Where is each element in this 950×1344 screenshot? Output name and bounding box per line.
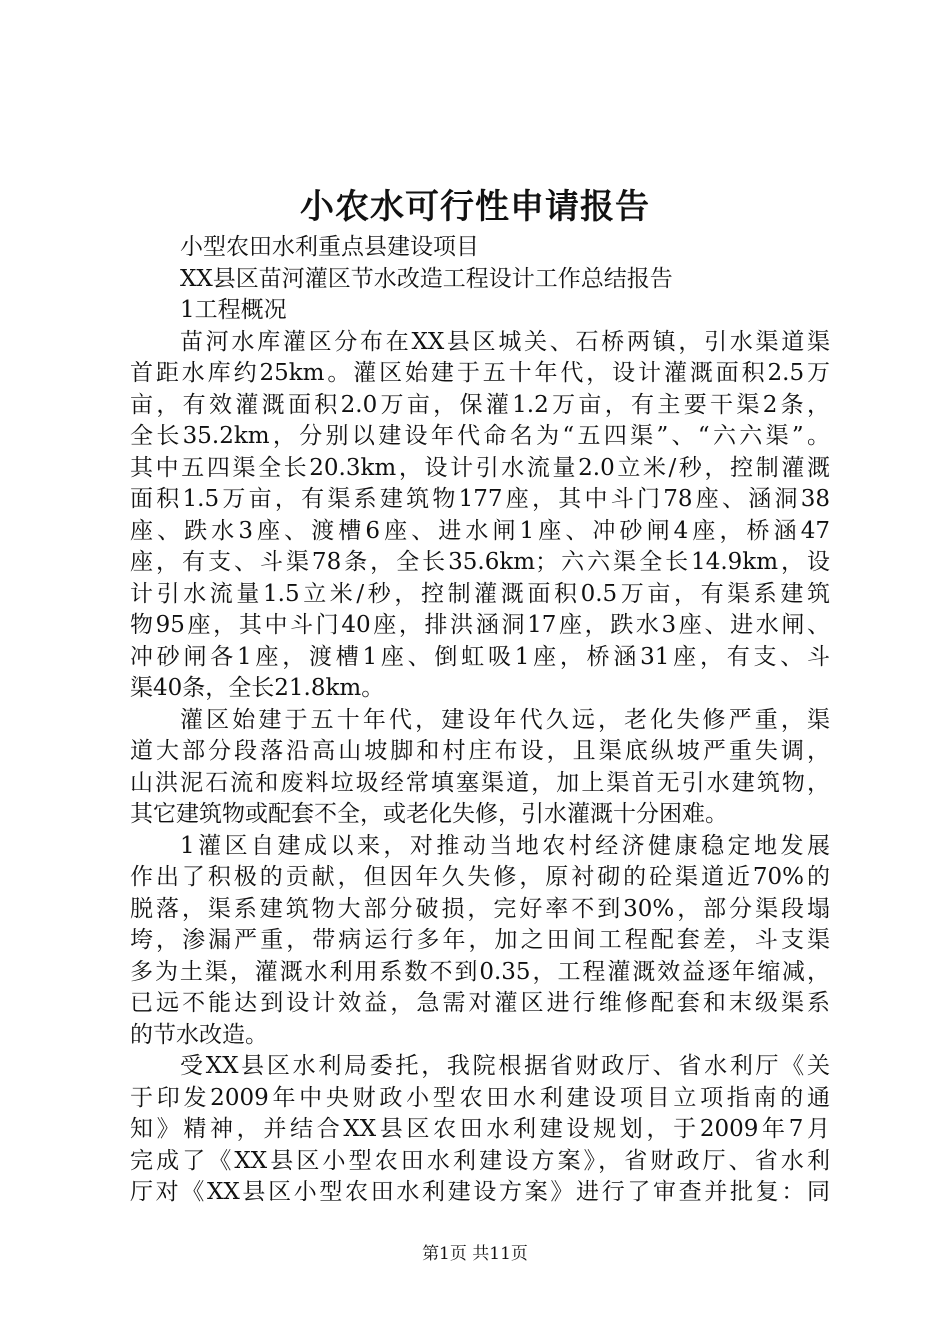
page-footer: 第1页 共11页: [422, 1244, 528, 1264]
document-body: [130, 232, 830, 1209]
text-line: 冲砂闸各1座，渡槽1座、倒虹吸1座，桥涵31座，有支、斗: [130, 643, 830, 670]
text-line: 于印发2009年中央财政小型农田水利建设项目立项指南的通: [130, 1084, 830, 1111]
text-line: 全长35.2km，分别以建设年代命名为“五四渠”、“六六渠”。: [130, 423, 830, 449]
text-line: 作出了积极的贡献，但因年久失修，原衬砌的砼渠道近70%的: [130, 864, 830, 890]
text-line: 亩，有效灌溉面积2.0万亩，保灌1.2万亩，有主要干渠2条，: [130, 391, 830, 418]
text-line: 1灌区自建成以来，对推动当地农村经济健康稳定地发展: [180, 832, 830, 859]
text-line: 座，有支、斗渠78条，全长35.6km；六六渠全长14.9km，设: [130, 549, 830, 575]
text-line: 座、跌水3座、渡槽6座、进水闸1座、冲砂闸4座，桥涵47: [130, 517, 830, 544]
document-title: 小农水可行性申请报告: [300, 187, 650, 227]
text-line: 小型农田水利重点县建设项目: [180, 234, 479, 260]
text-line: 完成了《XX县区小型农田水利建设方案》，省财政厅、省水利: [130, 1147, 830, 1174]
text-line: 计引水流量1.5立米/秒，控制灌溉面积0.5万亩，有渠系建筑: [130, 580, 830, 607]
text-line: 灌区始建于五十年代，建设年代久远，老化失修严重，渠: [180, 706, 830, 733]
text-line: 山洪泥石流和废料垃圾经常填塞渠道，加上渠首无引水建筑物，: [130, 769, 830, 796]
text-line: 其它建筑物或配套不全，或老化失修，引水灌溉十分困难。: [130, 801, 728, 827]
text-line: 受XX县区水利局委托，我院根据省财政厅、省水利厅《关: [180, 1053, 830, 1079]
text-line: 脱落，渠系建筑物大部分破损，完好率不到30%，部分渠段塌: [130, 895, 830, 922]
text-line: 1工程概况: [180, 297, 287, 323]
text-line: 其中五四渠全长20.3km，设计引水流量2.0立米/秒，控制灌溉: [130, 454, 830, 481]
text-line: 垮，渗漏严重，带病运行多年，加之田间工程配套差，斗支渠: [130, 927, 830, 953]
text-line: 渠40条，全长21.8km。: [130, 675, 385, 701]
text-line: 苗河水库灌区分布在XX县区城关、石桥两镇，引水渠道渠: [180, 328, 830, 355]
text-line: 已远不能达到设计效益，急需对灌区进行维修配套和末级渠系: [130, 990, 830, 1016]
text-line: 面积1.5万亩，有渠系建筑物177座，其中斗门78座、涵洞38: [130, 486, 830, 512]
text-line: 物95座，其中斗门40座，排洪涵洞17座，跌水3座、进水闸、: [130, 612, 830, 638]
text-line: 道大部分段落沿高山坡脚和村庄布设，且渠底纵坡严重失调，: [130, 738, 830, 764]
text-line: 多为土渠，灌溉水利用系数不到0.35，工程灌溉效益逐年缩减，: [130, 958, 830, 985]
text-line: 首距水库约25km。灌区始建于五十年代，设计灌溉面积2.5万: [130, 360, 830, 386]
text-line: XX县区苗河灌区节水改造工程设计工作总结报告: [180, 265, 673, 292]
text-line: 的节水改造。: [130, 1021, 268, 1048]
text-line: 厅对《XX县区小型农田水利建设方案》进行了审查并批复：同: [130, 1179, 830, 1205]
text-line: 知》精神，并结合XX县区农田水利建设规划，于2009年7月: [130, 1116, 830, 1142]
